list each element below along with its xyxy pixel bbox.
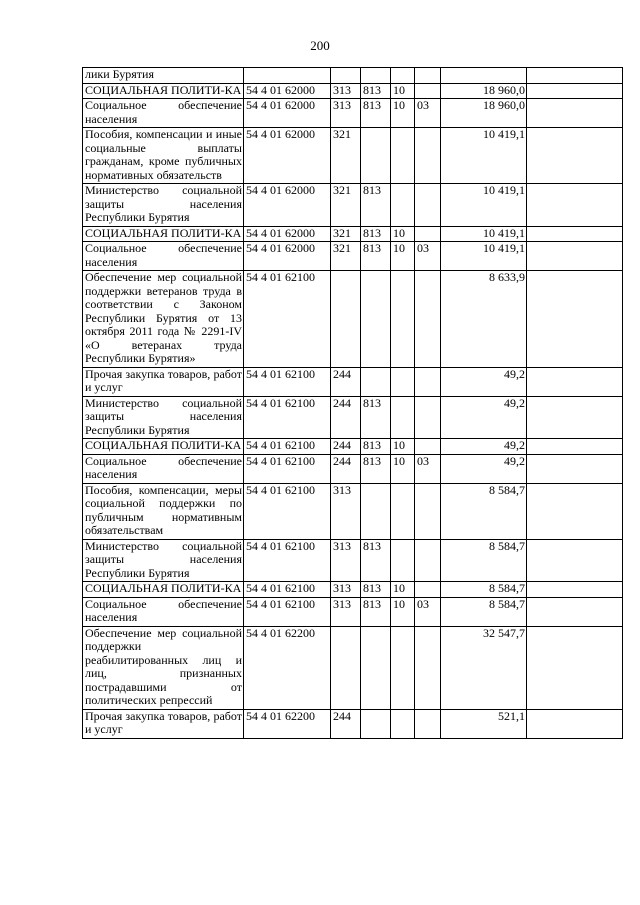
section-cell [391,626,415,709]
expense-type-cell [331,271,361,368]
section-cell [391,184,415,227]
subsection-cell [415,271,441,368]
target-code-cell: 54 4 01 62100 [244,454,331,483]
section-cell: 10 [391,454,415,483]
table-row [83,184,623,227]
amount-cell [441,68,527,84]
empty-cell [527,184,623,227]
table-row [83,242,623,271]
table-row [83,367,623,396]
amount-cell: 10 419,1 [441,184,527,227]
target-code-cell: 54 4 01 62100 [244,396,331,439]
empty-cell [527,439,623,455]
section-cell [391,271,415,368]
item-name-cell: Социальное обеспечение населения [83,242,244,271]
section-cell [391,68,415,84]
table-row [83,626,623,709]
empty-cell [527,626,623,709]
item-name-cell: СОЦИАЛЬНАЯ ПОЛИТИ-КА [83,83,244,99]
table-row [83,396,623,439]
amount-cell: 10 419,1 [441,242,527,271]
expense-type-cell: 313 [331,597,361,626]
table-row [83,483,623,539]
ministry-code-cell [361,68,391,84]
subsection-cell [415,539,441,582]
table-row [83,439,623,455]
page-number: 200 [310,38,330,53]
ministry-code-cell [361,367,391,396]
item-name-cell: лики Бурятия [83,68,244,84]
expense-type-cell [331,68,361,84]
ministry-code-cell: 813 [361,396,391,439]
subsection-cell: 03 [415,597,441,626]
item-name-cell: Министерство социальной защиты населения Республики Бурятия [83,184,244,227]
empty-cell [527,83,623,99]
item-name-cell: Прочая закупка товаров, работ и услуг [83,709,244,738]
table-row [83,271,623,368]
expense-type-cell: 244 [331,709,361,738]
item-name-cell: Министерство социальной защиты населения Республики Бурятия [83,539,244,582]
expense-type-cell: 321 [331,184,361,227]
subsection-cell: 03 [415,454,441,483]
ministry-code-cell: 813 [361,184,391,227]
expense-type-cell: 244 [331,367,361,396]
table-row [83,709,623,738]
subsection-cell: 03 [415,242,441,271]
amount-cell: 18 960,0 [441,83,527,99]
expense-type-cell: 321 [331,226,361,242]
table-row [83,128,623,184]
empty-cell [527,709,623,738]
target-code-cell: 54 4 01 62000 [244,242,331,271]
amount-cell: 8 584,7 [441,483,527,539]
section-cell: 10 [391,582,415,598]
item-name-cell: Обеспечение мер социальной поддержки ветеранов труда в соответствии с Законом Республики Бурятия от 13 октября 2011 года № 2291-IV «О ветеранах труда Республики Бурятия» [83,271,244,368]
subsection-cell [415,226,441,242]
empty-cell [527,597,623,626]
amount-cell: 49,2 [441,439,527,455]
expense-type-cell: 313 [331,99,361,128]
amount-cell: 8 584,7 [441,582,527,598]
expense-type-cell: 313 [331,582,361,598]
expense-type-cell [331,626,361,709]
empty-cell [527,396,623,439]
expense-type-cell: 313 [331,539,361,582]
expense-type-cell: 321 [331,242,361,271]
item-name-cell: Социальное обеспечение населения [83,454,244,483]
ministry-code-cell: 813 [361,439,391,455]
empty-cell [527,271,623,368]
section-cell: 10 [391,83,415,99]
amount-cell: 49,2 [441,396,527,439]
expense-type-cell: 313 [331,483,361,539]
empty-cell [527,68,623,84]
subsection-cell [415,396,441,439]
ministry-code-cell: 813 [361,99,391,128]
ministry-code-cell [361,128,391,184]
item-name-cell: Министерство социальной защиты населения Республики Бурятия [83,396,244,439]
amount-cell: 18 960,0 [441,99,527,128]
table-row [83,539,623,582]
subsection-cell [415,439,441,455]
table-row [83,226,623,242]
subsection-cell [415,483,441,539]
item-name-cell: Прочая закупка товаров, работ и услуг [83,367,244,396]
amount-cell: 32 547,7 [441,626,527,709]
target-code-cell: 54 4 01 62100 [244,271,331,368]
subsection-cell [415,626,441,709]
ministry-code-cell: 813 [361,539,391,582]
table-row [83,83,623,99]
empty-cell [527,539,623,582]
amount-cell: 10 419,1 [441,226,527,242]
item-name-cell: Обеспечение мер социальной поддержки реабилитированных лиц и лиц, признанных пострадавшими от политических репрессий [83,626,244,709]
item-name-cell: СОЦИАЛЬНАЯ ПОЛИТИ-КА [83,582,244,598]
target-code-cell: 54 4 01 62000 [244,226,331,242]
amount-cell: 49,2 [441,367,527,396]
amount-cell: 8 584,7 [441,597,527,626]
ministry-code-cell: 813 [361,454,391,483]
expense-type-cell: 313 [331,83,361,99]
table-row [83,68,623,84]
empty-cell [527,483,623,539]
target-code-cell: 54 4 01 62100 [244,597,331,626]
empty-cell [527,582,623,598]
amount-cell: 8 633,9 [441,271,527,368]
subsection-cell [415,184,441,227]
target-code-cell [244,68,331,84]
ministry-code-cell: 813 [361,597,391,626]
target-code-cell: 54 4 01 62000 [244,184,331,227]
ministry-code-cell: 813 [361,582,391,598]
ministry-code-cell [361,626,391,709]
section-cell: 10 [391,597,415,626]
empty-cell [527,242,623,271]
empty-cell [527,226,623,242]
expense-type-cell: 321 [331,128,361,184]
amount-cell: 8 584,7 [441,539,527,582]
subsection-cell [415,367,441,396]
ministry-code-cell: 813 [361,226,391,242]
subsection-cell [415,128,441,184]
target-code-cell: 54 4 01 62000 [244,83,331,99]
section-cell: 10 [391,242,415,271]
ministry-code-cell: 813 [361,242,391,271]
target-code-cell: 54 4 01 62100 [244,439,331,455]
empty-cell [527,367,623,396]
subsection-cell [415,83,441,99]
item-name-cell: Пособия, компенсации, меры социальной поддержки по публичным нормативным обязательствам [83,483,244,539]
table-row [83,454,623,483]
subsection-cell [415,582,441,598]
amount-cell: 521,1 [441,709,527,738]
budget-table [82,67,623,739]
section-cell [391,709,415,738]
amount-cell: 10 419,1 [441,128,527,184]
ministry-code-cell [361,709,391,738]
expense-type-cell: 244 [331,396,361,439]
section-cell: 10 [391,226,415,242]
section-cell [391,128,415,184]
amount-cell: 49,2 [441,454,527,483]
ministry-code-cell [361,483,391,539]
expense-type-cell: 244 [331,454,361,483]
empty-cell [527,454,623,483]
target-code-cell: 54 4 01 62100 [244,539,331,582]
subsection-cell: 03 [415,99,441,128]
item-name-cell: СОЦИАЛЬНАЯ ПОЛИТИ-КА [83,439,244,455]
section-cell [391,483,415,539]
section-cell: 10 [391,439,415,455]
ministry-code-cell: 813 [361,83,391,99]
target-code-cell: 54 4 01 62000 [244,99,331,128]
target-code-cell: 54 4 01 62000 [244,128,331,184]
ministry-code-cell [361,271,391,368]
target-code-cell: 54 4 01 62100 [244,483,331,539]
table-row [83,582,623,598]
item-name-cell: Социальное обеспечение населения [83,99,244,128]
section-cell [391,396,415,439]
empty-cell [527,128,623,184]
item-name-cell: Пособия, компенсации и иные социальные выплаты гражданам, кроме публичных нормативных обязательств [83,128,244,184]
subsection-cell [415,68,441,84]
table-body [83,68,623,739]
table-row [83,99,623,128]
item-name-cell: Социальное обеспечение населения [83,597,244,626]
section-cell [391,367,415,396]
section-cell [391,539,415,582]
target-code-cell: 54 4 01 62200 [244,709,331,738]
subsection-cell [415,709,441,738]
target-code-cell: 54 4 01 62100 [244,367,331,396]
expense-type-cell: 244 [331,439,361,455]
empty-cell [527,99,623,128]
item-name-cell: СОЦИАЛЬНАЯ ПОЛИТИ-КА [83,226,244,242]
section-cell: 10 [391,99,415,128]
target-code-cell: 54 4 01 62200 [244,626,331,709]
table-row [83,597,623,626]
target-code-cell: 54 4 01 62100 [244,582,331,598]
